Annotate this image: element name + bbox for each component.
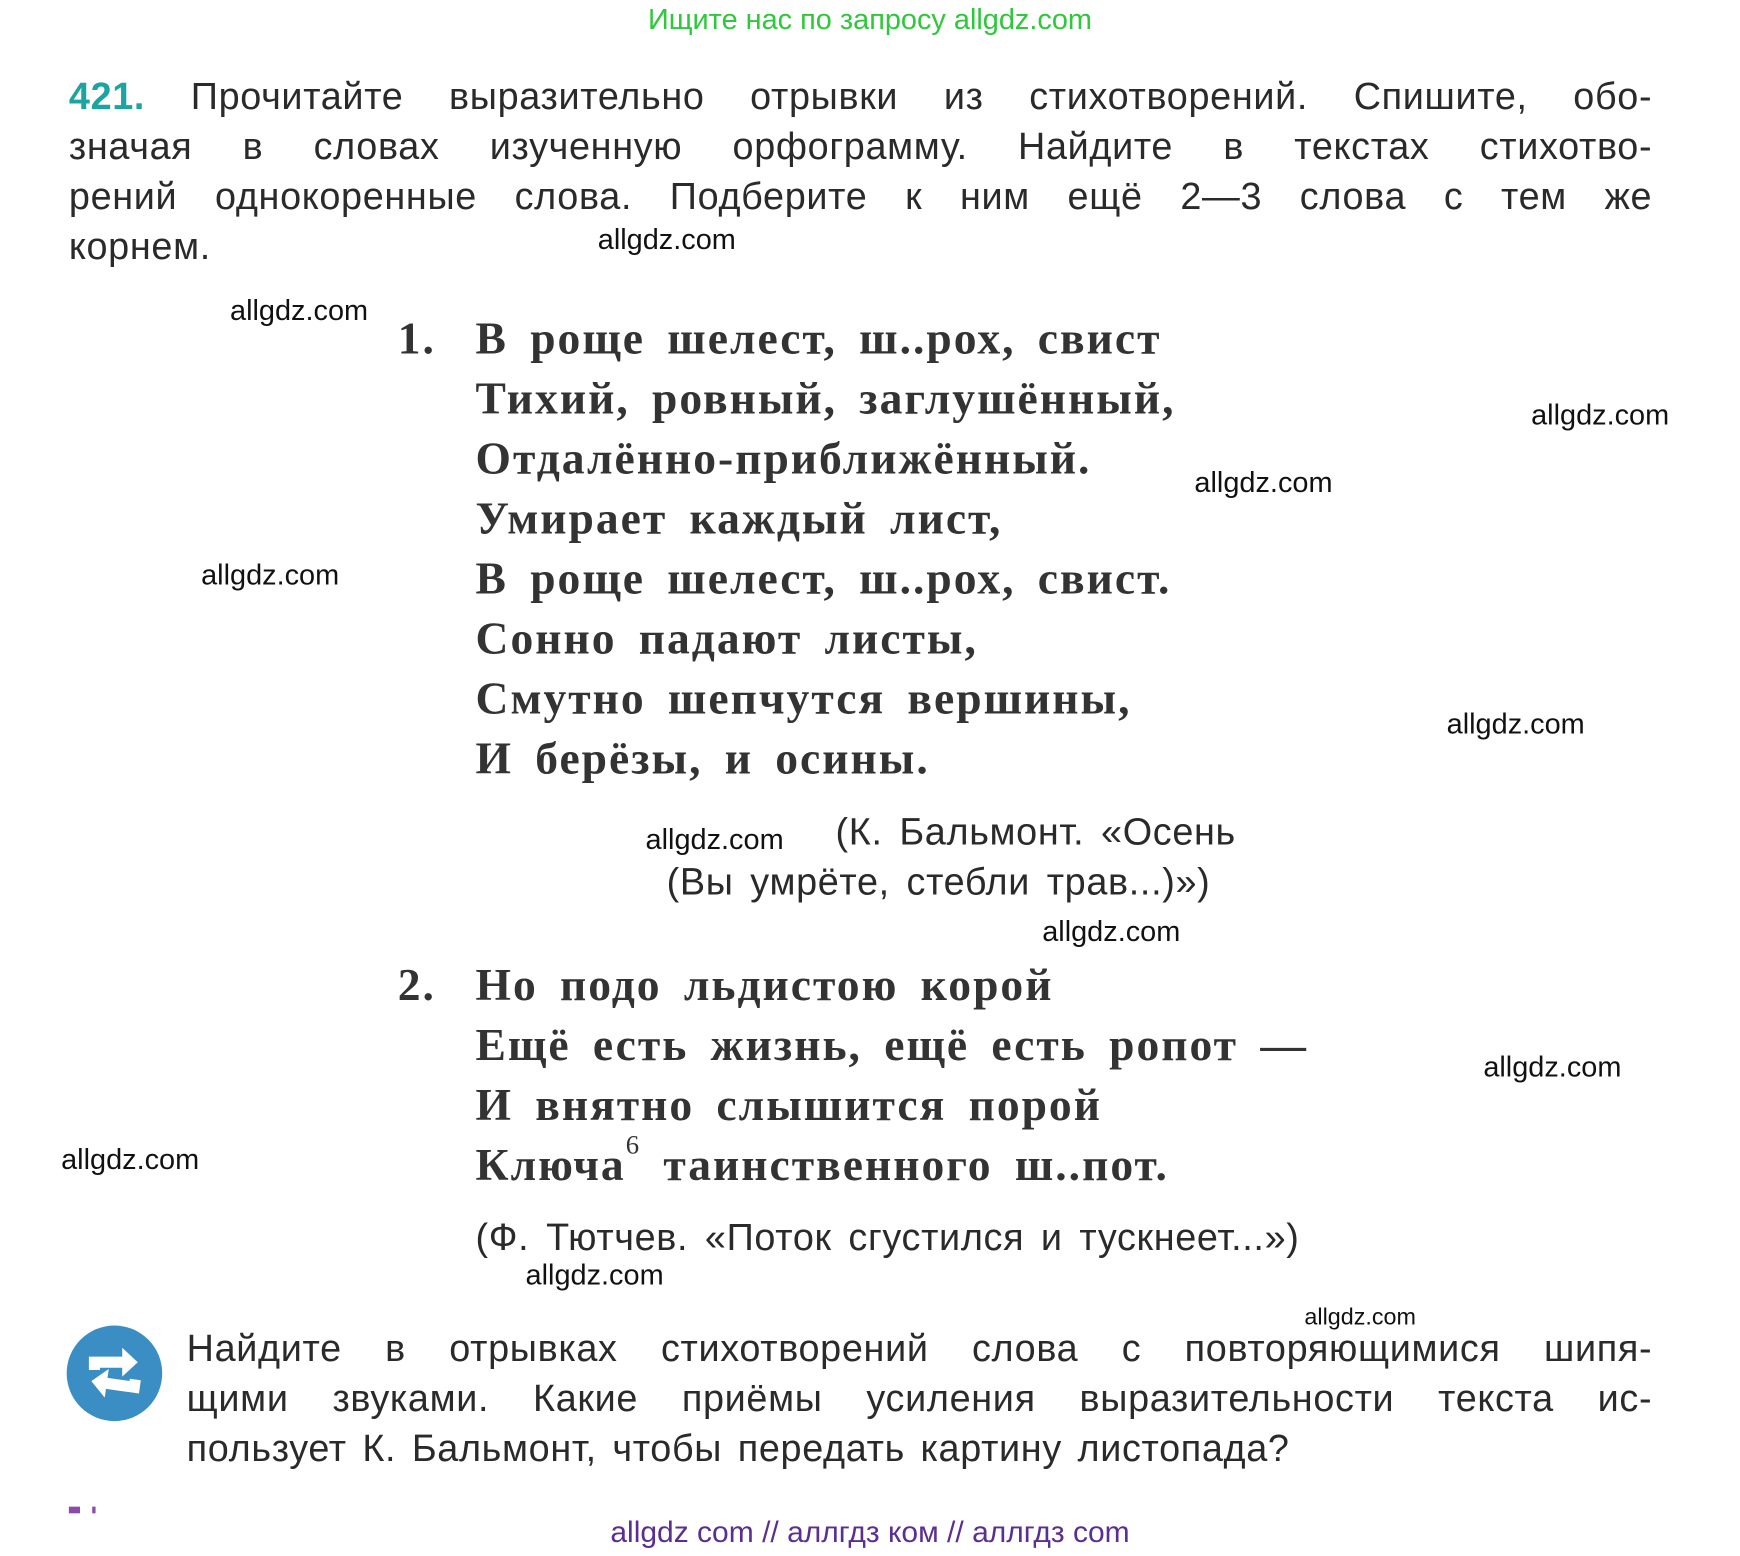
question-line: пользует К. Бальмонт, чтобы передать картину листопада? [186,1427,1290,1470]
poem-line: И внятно слышится порой [475,1078,1102,1130]
question-line: Найдите в отрывках стихотворений слова с повторяющимися шипя- [186,1327,1653,1370]
task-line: значая в словах изученную орфограмму. Найдите в текстах стихотво- [68,125,1653,168]
watermark: allgdz.com [61,1142,200,1176]
poem-number: 2. [397,958,436,1010]
task-line: 421. Прочитайте выразительно отрывки из стихотворений. Спишите, обо- [68,75,1653,118]
task-line: рений однокоренные слова. Подберите к ним ещё 2—3 слова с тем же [68,175,1653,218]
page-mark [92,1507,95,1514]
watermark: allgdz.com [1531,397,1670,432]
poem-line: Отдалённо-приближённый. [475,432,1092,484]
task-line: корнем. [68,225,211,268]
poem-1-source: (Вы умрёте, стебли трав...)») [666,861,1211,904]
header-banner: Ищите нас по запросу allgdz.com [647,2,1092,36]
watermark: allgdz.com [1304,1304,1416,1330]
poem-number: 1. [397,312,436,364]
poem-line: Тихий, ровный, заглушённый, [475,372,1176,424]
poem-line: И берёзы, и осины. [475,732,930,784]
footer-banner: allgdz com // аллгдз ком // аллгдз com [610,1515,1130,1549]
watermark: allgdz.com [229,293,369,327]
watermark: allgdz.com [525,1257,664,1292]
question-line: щими звуками. Какие приёмы усиления выразительности текста ис- [186,1377,1653,1420]
poem-line: Умирает каждый лист, [475,492,1003,544]
poem-line: Смутно шепчутся вершины, [475,672,1132,724]
footnote-mark: 6 [625,1131,642,1160]
poem-line: Сонно падают листы, [475,612,978,664]
watermark: allgdz.com [201,557,340,592]
poem-line: Ключа$^6$ таинственного ш..пот. [475,1131,1169,1190]
poem-2-source: (Ф. Тютчев. «Поток сгустился и тускнеет...») [475,1216,1300,1259]
page-mark [69,1507,80,1514]
question-text [187,1324,1653,1474]
watermark: allgdz.com [1446,706,1585,740]
task-text [69,72,1652,272]
poem-line: Но подо льдистою корой [475,958,1054,1010]
poem-line: Ещё есть жизнь, ещё есть ропот — [475,1018,1308,1070]
watermark: allgdz.com [1483,1049,1622,1084]
watermark: allgdz.com [597,222,736,256]
task-number: 421. [68,75,146,118]
watermark: allgdz.com [645,822,784,856]
poem-line: В роще шелест, ш..рох, свист [475,312,1162,364]
poem-1-source: (К. Бальмонт. «Осень [835,811,1236,854]
poem-line: В роще шелест, ш..рох, свист. [475,552,1172,604]
exchange-arrows-icon [67,1326,163,1422]
watermark: allgdz.com [1042,914,1181,948]
watermark: allgdz.com [1194,465,1333,499]
